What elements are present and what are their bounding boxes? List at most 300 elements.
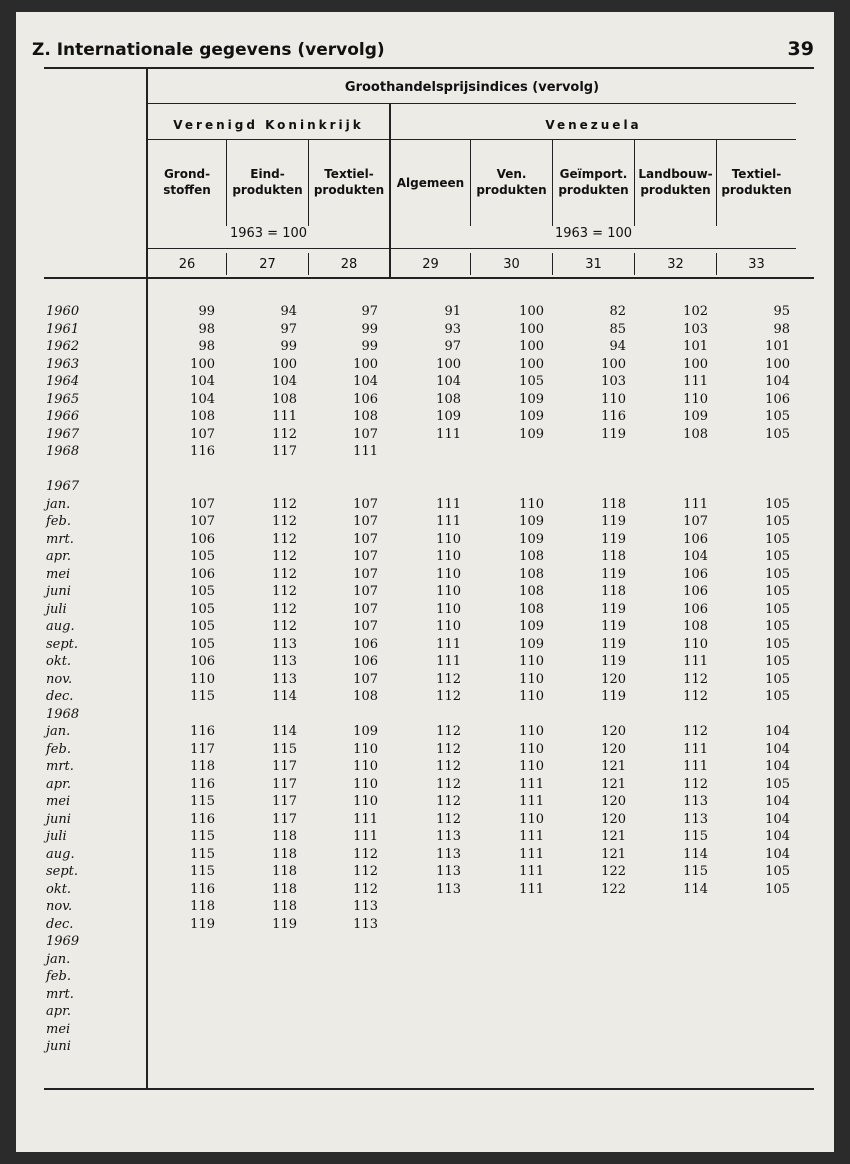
table-cell: 121 (601, 829, 626, 844)
table-cell: 110 (436, 531, 461, 547)
table-cell: 106 (353, 391, 378, 407)
table-cell: 112 (272, 566, 297, 582)
table-cell: 111 (436, 636, 461, 652)
table-cell (504, 443, 544, 461)
row-label: 1965 (46, 391, 80, 407)
table-cell: 112 (683, 724, 708, 739)
table-cell (504, 1038, 544, 1056)
table-cell (257, 933, 297, 951)
table-cell (586, 461, 626, 479)
table-cell: 109 (519, 426, 544, 442)
table-cell: 111 (519, 881, 544, 897)
table-cell: 113 (272, 671, 297, 687)
table-cell: 106 (683, 601, 708, 617)
column-header-32: Landbouw- produkten (638, 167, 713, 197)
table-cell: 99 (198, 304, 215, 319)
table-cell: 106 (683, 531, 708, 547)
row-label: dec. (46, 916, 74, 932)
table-cell: 108 (519, 601, 544, 617)
table-cell: 109 (519, 636, 544, 652)
table-cell: 112 (272, 496, 297, 512)
table-cell: 118 (190, 759, 215, 774)
table-cell (504, 461, 544, 479)
table-cell: 107 (353, 566, 378, 582)
table-cell: 106 (190, 531, 215, 547)
table-cell (586, 478, 626, 496)
table-cell: 100 (519, 339, 544, 354)
table-cell (338, 706, 378, 724)
table-cell (750, 933, 790, 951)
table-cell: 105 (190, 549, 215, 564)
column-number-26: 26 (178, 257, 196, 272)
table-cell (338, 968, 378, 986)
table-cell: 104 (765, 374, 790, 389)
table-cell: 102 (683, 304, 708, 319)
table-cell: 118 (601, 496, 626, 512)
table-cell: 116 (190, 881, 215, 897)
super-header: Groothandelsprijsindices (vervolg) (344, 80, 600, 95)
table-cell: 117 (190, 741, 215, 757)
table-cell (504, 933, 544, 951)
table-cell: 111 (683, 496, 708, 512)
table-cell (586, 1021, 626, 1039)
row-label: 1960 (46, 304, 80, 319)
table-cell: 104 (765, 741, 790, 757)
table-cell (421, 951, 461, 969)
table-cell: 106 (765, 391, 790, 407)
table-cell (421, 461, 461, 479)
table-cell: 110 (519, 689, 544, 704)
table-cell: 107 (353, 531, 378, 547)
table-cell: 105 (519, 374, 544, 389)
column-number-28: 28 (340, 257, 358, 272)
table-cell: 118 (272, 864, 297, 879)
row-label: juni (46, 1039, 71, 1054)
table-cell: 104 (683, 549, 708, 564)
row-label: 1968 (46, 706, 80, 722)
table-cell: 113 (683, 811, 708, 827)
table-cell: 112 (272, 531, 297, 547)
column-number-29: 29 (422, 257, 439, 272)
table-cell: 119 (601, 654, 626, 669)
table-cell: 105 (190, 601, 215, 617)
table-cell: 110 (683, 391, 708, 407)
row-label: jan. (46, 951, 71, 967)
table-cell: 120 (601, 724, 626, 739)
table-cell: 113 (436, 829, 461, 844)
table-cell: 115 (190, 689, 215, 704)
table-cell (668, 933, 708, 951)
row-label: 1969 (46, 934, 80, 949)
table-cell (338, 933, 378, 951)
table-cell: 112 (436, 794, 461, 809)
table-cell: 105 (765, 514, 790, 529)
table-cell: 118 (272, 881, 297, 897)
table-cell: 115 (190, 846, 215, 862)
table-cell (175, 478, 215, 496)
table-cell: 112 (436, 724, 461, 739)
table-cell: 108 (683, 619, 708, 634)
table-cell: 112 (436, 671, 461, 687)
table-cell: 105 (190, 636, 215, 652)
table-cell (750, 706, 790, 724)
table-cell: 105 (765, 864, 790, 879)
table-cell (668, 986, 708, 1004)
table-cell: 85 (609, 321, 626, 337)
table-cell: 120 (601, 811, 626, 827)
table-cell: 111 (436, 654, 461, 669)
table-cell (338, 1003, 378, 1021)
table-cell: 112 (436, 689, 461, 704)
table-cell: 105 (190, 584, 215, 599)
table-cell: 111 (436, 426, 461, 442)
row-label: mei (46, 794, 71, 809)
table-cell: 108 (436, 391, 461, 407)
row-label: nov. (46, 899, 73, 914)
table-cell (175, 968, 215, 986)
table-cell: 109 (436, 409, 461, 424)
page-title: Z. Internationale gegevens (vervolg) (32, 40, 385, 60)
table-cell: 119 (601, 514, 626, 529)
table-cell: 113 (436, 881, 461, 897)
table-cell: 117 (272, 444, 297, 459)
table-cell: 119 (601, 426, 626, 442)
stub-divider (146, 67, 148, 1088)
row-label: apr. (46, 776, 71, 792)
table-cell: 110 (353, 741, 378, 757)
table-cell (421, 933, 461, 951)
table-cell: 121 (601, 776, 626, 792)
table-cell (750, 986, 790, 1004)
table-cell: 116 (190, 444, 215, 459)
table-cell: 114 (683, 846, 708, 862)
table-cell (421, 1021, 461, 1039)
table-cell: 110 (190, 671, 215, 687)
table-cell (338, 478, 378, 496)
table-cell: 105 (190, 619, 215, 634)
row-label: juni (46, 811, 71, 827)
table-cell: 104 (765, 829, 790, 844)
table-cell: 115 (272, 741, 297, 757)
table-cell (504, 1003, 544, 1021)
table-cell: 108 (519, 566, 544, 582)
row-label: mei (46, 1021, 71, 1037)
table-cell: 117 (272, 776, 297, 792)
row-label: feb. (46, 741, 71, 757)
group-uk: Verenigd Koninkrijk (173, 118, 364, 132)
super-header-rule (148, 103, 796, 104)
table-cell: 110 (436, 584, 461, 599)
table-cell: 118 (190, 899, 215, 914)
table-cell: 112 (272, 426, 297, 442)
table-cell: 105 (765, 776, 790, 792)
table-cell: 110 (353, 759, 378, 774)
table-cell: 117 (272, 759, 297, 774)
table-cell (750, 968, 790, 986)
table-cell: 105 (765, 671, 790, 687)
table-cell (175, 461, 215, 479)
table-cell: 118 (272, 829, 297, 844)
table-cell (668, 1021, 708, 1039)
table-cell (504, 898, 544, 916)
table-cell: 106 (353, 636, 378, 652)
table-cell (668, 443, 708, 461)
row-label: 1967 (46, 479, 80, 494)
row-label: mrt. (46, 759, 74, 774)
table-cell: 100 (519, 321, 544, 337)
column-number-27: 27 (259, 257, 276, 272)
base-year-uk: 1963 = 100 (229, 226, 308, 241)
base-rule (148, 248, 796, 249)
table-cell: 109 (519, 391, 544, 407)
column-number-33: 33 (748, 257, 765, 272)
row-label: nov. (46, 671, 73, 687)
table-cell (421, 898, 461, 916)
table-cell (750, 461, 790, 479)
table-cell: 100 (272, 356, 297, 372)
table-cell (586, 951, 626, 969)
table-cell (257, 951, 297, 969)
row-label: feb. (46, 514, 71, 529)
row-label: 1967 (46, 426, 80, 442)
table-cell: 119 (601, 619, 626, 634)
table-cell: 111 (683, 759, 708, 774)
table-cell: 119 (601, 601, 626, 617)
table-cell: 116 (190, 811, 215, 827)
table-cell: 111 (353, 829, 378, 844)
table-cell: 112 (436, 741, 461, 757)
table-cell: 110 (436, 619, 461, 634)
table-cell: 107 (353, 584, 378, 599)
table-cell: 111 (683, 654, 708, 669)
page-number: 39 (787, 38, 814, 60)
table-cell: 109 (519, 531, 544, 547)
row-label: 1961 (46, 321, 80, 337)
table-cell: 82 (609, 304, 626, 319)
table-cell (668, 478, 708, 496)
table-cell: 112 (272, 601, 297, 617)
table-cell: 110 (353, 776, 378, 792)
table-cell: 121 (601, 759, 626, 774)
row-label: feb. (46, 969, 71, 984)
table-cell: 104 (272, 374, 297, 389)
table-cell: 113 (683, 794, 708, 809)
table-cell: 117 (272, 794, 297, 809)
table-cell: 107 (190, 496, 215, 512)
table-cell: 106 (683, 566, 708, 582)
table-cell: 106 (353, 654, 378, 669)
table-cell: 94 (609, 339, 626, 354)
table-cell: 110 (519, 654, 544, 669)
table-cell (586, 706, 626, 724)
table-cell: 91 (444, 304, 461, 319)
row-label: 1962 (46, 339, 80, 354)
table-cell: 113 (436, 846, 461, 862)
table-cell: 121 (601, 846, 626, 862)
table-cell (586, 968, 626, 986)
table-cell (338, 986, 378, 1004)
table-cell (257, 968, 297, 986)
table-cell: 100 (601, 356, 626, 372)
table-cell: 120 (601, 794, 626, 809)
table-cell: 110 (436, 601, 461, 617)
table-cell: 100 (353, 356, 378, 372)
row-label: apr. (46, 1004, 71, 1019)
table-top-rule (44, 67, 814, 69)
table-cell (421, 916, 461, 934)
column-header-31: Geïmport. produkten (558, 167, 629, 197)
table-cell: 112 (353, 881, 378, 897)
table-cell (750, 916, 790, 934)
table-cell: 104 (765, 811, 790, 827)
table-cell (750, 1003, 790, 1021)
table-cell: 111 (519, 864, 544, 879)
table-cell: 111 (272, 409, 297, 424)
table-cell: 110 (519, 811, 544, 827)
row-label: okt. (46, 654, 72, 669)
table-cell (750, 951, 790, 969)
table-cell: 116 (190, 724, 215, 739)
row-label: 1968 (46, 444, 80, 459)
table-cell: 100 (436, 356, 461, 372)
column-number-31: 31 (585, 257, 602, 272)
table-cell (504, 951, 544, 969)
row-label: mei (46, 566, 71, 582)
table-cell: 107 (353, 514, 378, 529)
table-cell (668, 1003, 708, 1021)
table-cell (586, 443, 626, 461)
row-label: aug. (46, 619, 75, 634)
row-label: dec. (46, 689, 74, 704)
header-bottom-rule (44, 277, 814, 279)
table-cell: 105 (765, 689, 790, 704)
table-cell: 105 (765, 636, 790, 652)
table-cell (175, 1021, 215, 1039)
table-cell (750, 443, 790, 461)
column-header-29: Algemeen (396, 176, 465, 190)
table-cell: 115 (683, 829, 708, 844)
table-cell (175, 986, 215, 1004)
row-label: 1966 (46, 409, 80, 424)
table-cell (338, 1038, 378, 1056)
group-header-rule (148, 139, 796, 140)
table-cell: 104 (353, 374, 378, 389)
table-cell: 104 (765, 759, 790, 774)
table-cell (750, 1021, 790, 1039)
table-cell: 118 (272, 899, 297, 914)
table-cell: 100 (190, 356, 215, 372)
table-cell: 114 (683, 881, 708, 897)
table-cell: 107 (190, 426, 215, 442)
table-cell: 104 (190, 374, 215, 389)
table-cell: 105 (765, 426, 790, 442)
table-cell: 97 (444, 339, 461, 354)
table-cell: 110 (353, 794, 378, 809)
table-cell: 119 (190, 916, 215, 932)
table-cell: 110 (519, 496, 544, 512)
table-cell: 113 (353, 899, 378, 914)
table-cell (257, 478, 297, 496)
row-label: apr. (46, 549, 71, 564)
table-cell: 107 (353, 601, 378, 617)
table-cell (668, 898, 708, 916)
table-cell: 111 (353, 444, 378, 459)
table-cell: 103 (601, 374, 626, 389)
table-cell: 112 (436, 776, 461, 792)
table-cell: 98 (773, 321, 790, 337)
column-number-32: 32 (667, 257, 684, 272)
table-cell: 116 (190, 776, 215, 792)
row-label: 1964 (46, 374, 80, 389)
table-cell (175, 933, 215, 951)
table-cell: 111 (519, 794, 544, 809)
table-cell: 95 (773, 304, 790, 319)
table-cell (668, 916, 708, 934)
row-label: jan. (46, 724, 71, 739)
table-cell: 115 (683, 864, 708, 879)
table-cell: 104 (190, 391, 215, 407)
table-cell: 108 (519, 549, 544, 564)
table-cell: 99 (361, 339, 378, 354)
table-cell: 107 (353, 549, 378, 564)
table-cell (175, 706, 215, 724)
table-cell (668, 706, 708, 724)
table-cell (421, 968, 461, 986)
table-cell: 110 (519, 759, 544, 774)
table-cell (257, 1003, 297, 1021)
table-cell: 117 (272, 811, 297, 827)
table-cell: 109 (519, 409, 544, 424)
table-cell (750, 478, 790, 496)
table-cell (421, 706, 461, 724)
table-cell: 120 (601, 671, 626, 687)
table-cell (421, 443, 461, 461)
table-cell: 106 (683, 584, 708, 599)
table-cell (175, 1038, 215, 1056)
table-cell: 107 (353, 671, 378, 687)
table-cell: 111 (519, 846, 544, 862)
row-label: mrt. (46, 986, 74, 1002)
table-cell (257, 1038, 297, 1056)
table-cell: 97 (280, 321, 297, 337)
table-cell: 108 (353, 689, 378, 704)
table-cell (668, 461, 708, 479)
table-cell: 112 (683, 671, 708, 687)
table-cell: 118 (601, 549, 626, 564)
table-cell (338, 461, 378, 479)
table-cell (750, 898, 790, 916)
table-cell: 100 (683, 356, 708, 372)
table-cell (421, 1038, 461, 1056)
table-cell: 108 (272, 391, 297, 407)
table-cell: 100 (765, 356, 790, 372)
table-cell: 119 (601, 636, 626, 652)
table-cell: 109 (519, 619, 544, 634)
table-cell: 110 (436, 549, 461, 564)
table-cell: 108 (353, 409, 378, 424)
table-cell: 105 (765, 496, 790, 512)
table-cell: 112 (353, 864, 378, 879)
table-cell: 108 (519, 584, 544, 599)
table-cell: 122 (601, 881, 626, 897)
row-label: juni (46, 584, 71, 599)
table-cell: 101 (683, 339, 708, 354)
column-header-30: Ven. produkten (476, 167, 547, 197)
table-cell: 113 (272, 654, 297, 669)
row-label: sept. (46, 864, 79, 879)
table-cell: 112 (272, 514, 297, 529)
table-cell: 100 (519, 356, 544, 372)
